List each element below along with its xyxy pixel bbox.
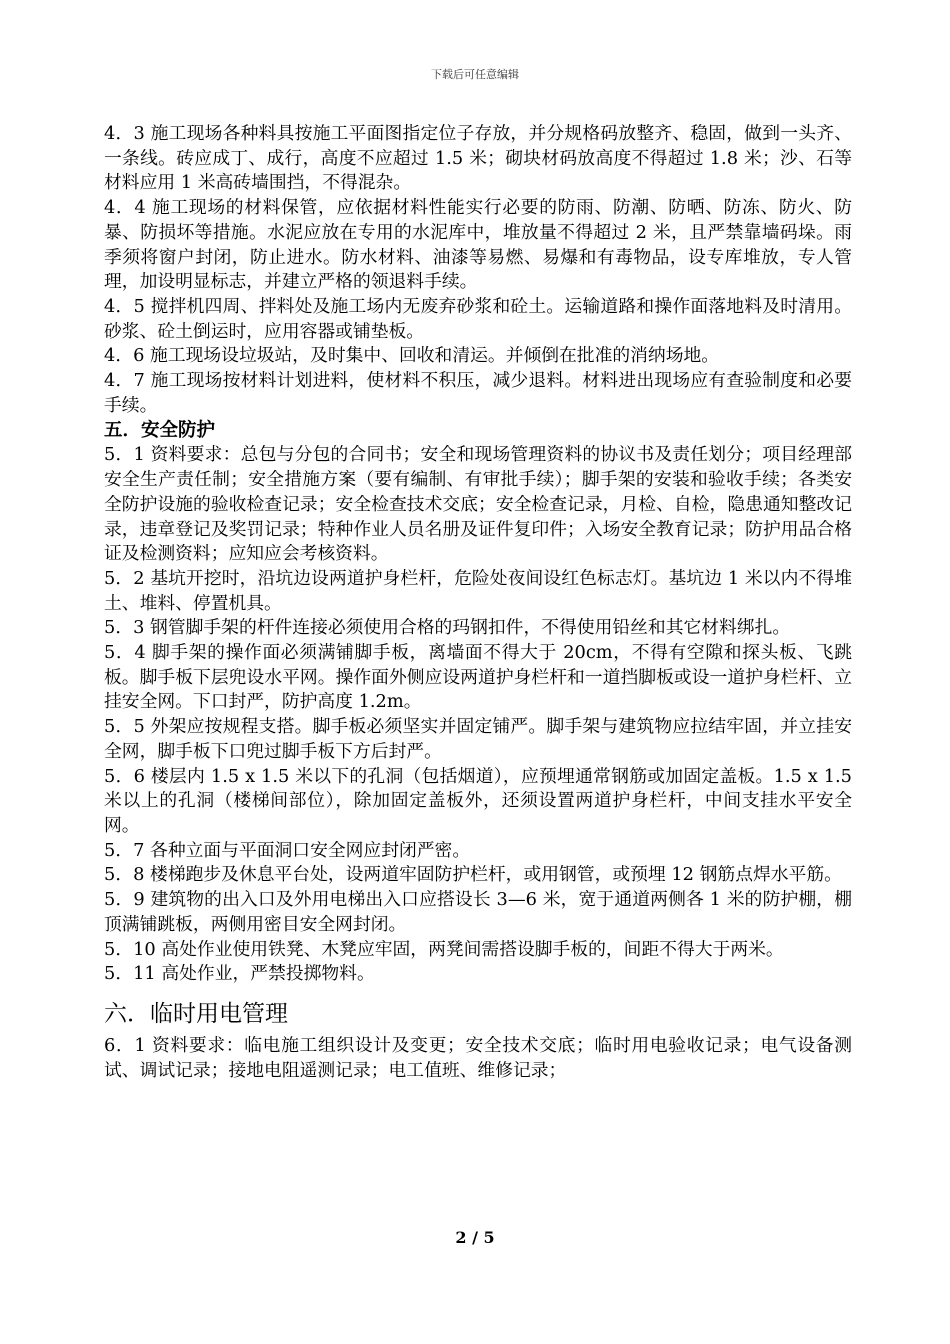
paragraph-5-11: 5．11 高处作业，严禁投掷物料。 xyxy=(104,963,375,985)
paragraph-5-5: 5．5 外架应按规程支搭。脚手板必须坚实并固定铺严。脚手架与建筑物应拉结牢固，并立挂安全网，脚手板下口兜过脚手板下方后封严。 xyxy=(104,716,852,762)
paragraph-4-7: 4．7 施工现场按材料计划进料，使材料不积压，减少退料。材料进出现场应有查验制度和必要手续。 xyxy=(104,370,852,416)
paragraph-6-1: 6．1 资料要求：临电施工组织设计及变更；安全技术交底；临时用电验收记录；电气设备测试、调试记录；接地电阻遥测记录；电工值班、维修记录； xyxy=(104,1034,852,1081)
paragraph-5-10: 5．10 高处作业使用铁凳、木凳应牢固，两凳间需搭设脚手板的，间距不得大于两米。 xyxy=(104,938,784,960)
paragraph-4-4: 4．4 施工现场的材料保管，应依据材料性能实行必要的防雨、防潮、防晒、防冻、防火、防暴、防损坏等措施。水泥应放在专用的水泥库中，堆放量不得超过 2 米，且严禁靠墙码垛。雨季须将窗户封闭，防止进水。防水材料、油漆等易燃、易爆和有毒物品，设专库堆放，专人管理，加设明显标志，并建立严格的领退料手续。 xyxy=(104,197,852,293)
paragraph-5-4: 5．4 脚手架的操作面必须满铺脚手板，离墙面不得大于 20cm，不得有空隙和探头板、飞跳板。脚手板下层兜设水平网。操作面外侧应设两道护身栏杆和一道挡脚板或设一道护身栏杆、立挂安全网。下口封严，防护高度 1.2m。 xyxy=(104,642,852,713)
paragraph-5-8: 5．8 楼梯跑步及休息平台处，设两道牢固防护栏杆，或用钢管，或预埋 12 钢筋点焊水平筋。 xyxy=(104,864,842,886)
paragraph-4-6: 4．6 施工现场设垃圾站，及时集中、回收和清运。并倾倒在批准的消纳场地。 xyxy=(104,345,720,367)
paragraph-5-7: 5．7 各种立面与平面洞口安全网应封闭严密。 xyxy=(104,839,471,861)
paragraph-5-2: 5．2 基坑开挖时，沿坑边设两道护身栏杆，危险处夜间设红色标志灯。基坑边 1 米以内不得堆土、堆料、停置机具。 xyxy=(104,567,852,614)
page-number: 2 / 5 xyxy=(455,1228,495,1247)
paragraph-5-6: 5．6 楼层内 1.5 x 1.5 米以下的孔洞（包括烟道），应预埋通常钢筋或加固定盖板。1.5 x 1.5 米以上的孔洞（楼梯间部位），除加固定盖板外，还须设置两道护身栏杆，中间支挂水平安全网。 xyxy=(104,765,852,836)
section-5-heading: 五．安全防护 xyxy=(104,420,216,442)
section-6-heading: 六．临时用电管理 xyxy=(104,1000,288,1027)
paragraph-5-3: 5．3 钢管脚手架的杆件连接必须使用合格的玛钢扣件，不得使用铅丝和其它材料绑扎。 xyxy=(104,617,791,639)
paragraph-4-5: 4．5 搅拌机四周、拌料处及施工场内无废弃砂浆和砼土。运输道路和操作面落地料及时清用。砂浆、砼土倒运时，应用容器或铺垫板。 xyxy=(104,295,852,342)
paragraph-5-9: 5．9 建筑物的出入口及外用电梯出入口应搭设长 3—6 米，宽于通道两侧各 1 米的防护棚，棚顶满铺跳板，两侧用密目安全网封闭。 xyxy=(104,889,852,935)
paragraph-4-3: 4．3 施工现场各种料具按施工平面图指定位子存放，并分规格码放整齐、稳固，做到一头齐、一条线。砖应成丁、成行，高度不应超过 1.5 米；砌块材码放高度不得超过 1.8 米；沙、石等材料应用 1 米高砖墙围挡，不得混杂。 xyxy=(104,123,852,194)
paragraph-5-1: 5．1 资料要求：总包与分包的合同书；安全和现场管理资料的协议书及责任划分；项目经理部安全生产责任制；安全措施方案（要有编制、有审批手续）；脚手架的安装和验收手续；各类安全防护设施的验收检查记录；安全检查技术交底；安全检查记录，月检、自检，隐患通知整改记录，违章登记及奖罚记录；特种作业人员名册及证件复印件；入场安全教育记录；防护用品合格证及检测资料；应知应会考核资料。 xyxy=(104,444,852,565)
document-body xyxy=(104,122,852,1083)
page-header: 下载后可任意编辑 xyxy=(431,68,519,81)
